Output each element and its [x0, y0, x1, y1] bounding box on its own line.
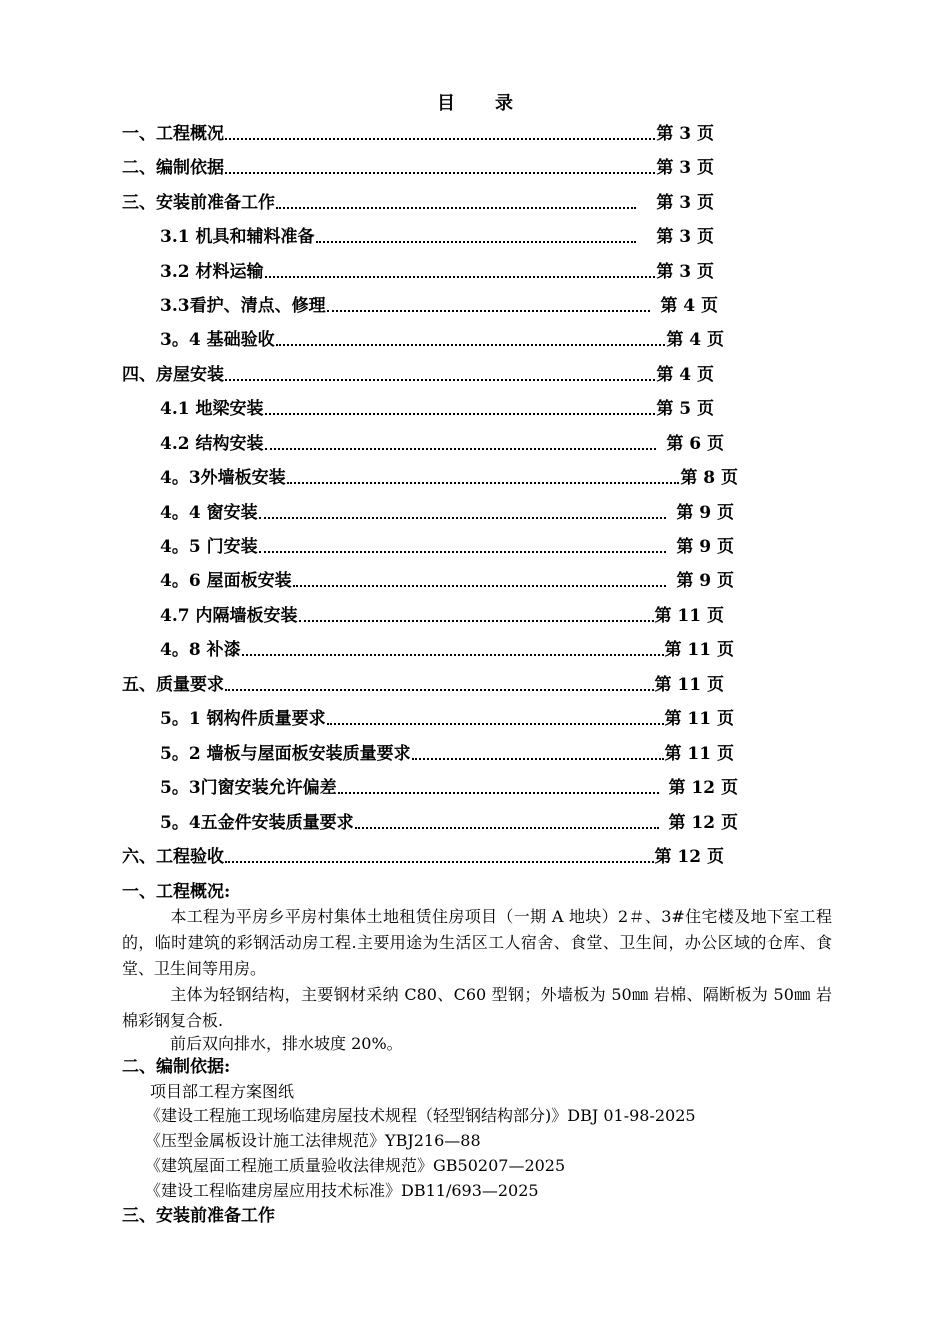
toc-entry-page: 第 9 页 — [676, 537, 734, 557]
reference-item: 《建筑屋面工程施工质量验收法律规范》GB50207—2025 — [145, 1156, 566, 1175]
toc-leader — [225, 158, 655, 174]
toc-title — [0, 89, 950, 115]
toc-entry[interactable] — [160, 431, 724, 457]
toc-entry[interactable] — [160, 500, 734, 526]
toc-entry-page: 第 5 页 — [656, 399, 714, 419]
toc-entry[interactable] — [122, 190, 714, 216]
toc-leader — [265, 262, 656, 278]
toc-entry-label: 3.1 机具和辅料准备 — [160, 227, 315, 247]
toc-entry-page: 第 3 页 — [656, 262, 714, 282]
body-paragraph — [122, 982, 832, 1034]
body-paragraph — [122, 1031, 832, 1057]
toc-entry[interactable] — [160, 775, 738, 801]
toc-entry[interactable] — [160, 293, 718, 319]
paragraph-text: 本工程为平房乡平房村集体土地租赁住房项目（一期 A 地块）2＃、3#住宅楼及地下室工程的，临时建筑的彩钢活动房工程.主要用途为生活区工人宿舍、食堂、卫生间，办公区域的仓库、食堂、卫生间等用房。 — [122, 907, 832, 978]
toc-leader — [265, 399, 656, 415]
toc-entry[interactable] — [160, 637, 734, 663]
toc-entry-page: 第 11 页 — [664, 640, 734, 660]
toc-entry-page: 第 3 页 — [656, 158, 714, 178]
reference-item: 项目部工程方案图纸 — [150, 1082, 295, 1101]
toc-entry-page: 第 12 页 — [654, 847, 724, 867]
toc-entry[interactable] — [160, 465, 738, 491]
toc-entry-label: 4.7 内隔墙板安装 — [160, 606, 298, 626]
toc-leader — [259, 503, 667, 519]
toc-entry[interactable] — [160, 706, 734, 732]
toc-entry[interactable] — [160, 259, 714, 285]
toc-leader — [316, 227, 637, 243]
toc-entry-page: 第 3 页 — [656, 227, 714, 247]
toc-entry-label: 六、工程验收 — [122, 847, 224, 867]
paragraph-text: 前后双向排水，排水坡度 20%。 — [170, 1034, 403, 1053]
toc-leader — [225, 124, 655, 140]
toc-entry[interactable] — [160, 810, 738, 836]
toc-entry[interactable] — [160, 396, 714, 422]
toc-entry-label: 四、房屋安装 — [122, 365, 224, 385]
toc-title-char-1: 目 — [437, 93, 455, 114]
toc-entry-page: 第 11 页 — [664, 709, 734, 729]
toc-entry-page: 第 11 页 — [654, 606, 724, 626]
toc-entry[interactable] — [122, 155, 714, 181]
toc-entry-page: 第 11 页 — [654, 675, 724, 695]
toc-entry-page: 第 4 页 — [666, 330, 724, 350]
toc-entry-label: 5。3门窗安装允许偏差 — [160, 778, 337, 798]
toc-entry[interactable] — [122, 362, 714, 388]
toc-leader — [242, 640, 664, 656]
toc-leader — [355, 813, 659, 829]
toc-leader — [327, 296, 651, 312]
toc-entry-label: 5。4五金件安装质量要求 — [160, 813, 354, 833]
toc-entry-label: 3.2 材料运输 — [160, 262, 264, 282]
toc-leader — [265, 434, 657, 450]
toc-title-char-2: 录 — [495, 93, 513, 114]
toc-entry-page: 第 3 页 — [656, 193, 714, 213]
toc-entry-page: 第 9 页 — [676, 571, 734, 591]
toc-leader — [225, 675, 654, 691]
reference-item: 《压型金属板设计施工法律规范》YBJ216—88 — [145, 1131, 481, 1150]
toc-entry-label: 4。4 窗安装 — [160, 503, 258, 523]
paragraph-text: 主体为轻钢结构，主要钢材采纳 C80、C60 型钢；外墙板为 50㎜ 岩棉、隔断板为 50㎜ 岩棉彩钢复合板. — [122, 985, 832, 1030]
toc-entry[interactable] — [160, 224, 714, 250]
toc-leader — [327, 709, 664, 725]
toc-entry[interactable] — [160, 603, 724, 629]
toc-entry[interactable] — [122, 844, 724, 870]
toc-leader — [293, 571, 667, 587]
toc-entry[interactable] — [160, 568, 734, 594]
toc-entry-label: 4。8 补漆 — [160, 640, 241, 660]
toc-leader — [276, 193, 636, 209]
toc-entry-label: 5。1 钢构件质量要求 — [160, 709, 326, 729]
body-paragraph — [122, 904, 832, 982]
toc-leader — [225, 365, 655, 381]
toc-leader — [225, 847, 654, 863]
toc-entry-label: 4。6 屋面板安装 — [160, 571, 292, 591]
toc-entry-label: 五、质量要求 — [122, 675, 224, 695]
toc-entry-label: 一、工程概况 — [122, 124, 224, 144]
toc-entry-label: 3.3看护、清点、修理 — [160, 296, 326, 316]
toc-entry[interactable] — [122, 672, 724, 698]
section-heading: 二、编制依据: — [122, 1057, 231, 1077]
toc-entry-label: 4。5 门安装 — [160, 537, 258, 557]
toc-leader — [276, 330, 666, 346]
toc-entry[interactable] — [160, 327, 724, 353]
section-heading: 一、工程概况: — [122, 882, 231, 902]
toc-entry[interactable] — [160, 741, 734, 767]
toc-entry-page: 第 4 页 — [660, 296, 718, 316]
toc-entry-label: 4。3外墙板安装 — [160, 468, 286, 488]
toc-entry-label: 三、安装前准备工作 — [122, 193, 275, 213]
toc-entry-label: 二、编制依据 — [122, 158, 224, 178]
reference-item: 《建设工程施工现场临建房屋技术规程（轻型钢结构部分)》DBJ 01-98-2025 — [145, 1106, 696, 1125]
toc-entry-page: 第 6 页 — [666, 434, 724, 454]
toc-leader — [299, 606, 654, 622]
toc-entry[interactable] — [122, 121, 714, 147]
toc-leader — [338, 778, 659, 794]
toc-entry-page: 第 9 页 — [676, 503, 734, 523]
toc-entry-label: 5。2 墙板与屋面板安装质量要求 — [160, 744, 411, 764]
toc-entry-page: 第 3 页 — [656, 124, 714, 144]
toc-entry-page: 第 11 页 — [664, 744, 734, 764]
toc-entry-page: 第 12 页 — [668, 813, 738, 833]
toc-entry[interactable] — [160, 534, 734, 560]
toc-entry-page: 第 12 页 — [668, 778, 738, 798]
toc-entry-page: 第 8 页 — [680, 468, 738, 488]
toc-leader — [412, 744, 664, 760]
section-heading: 三、安装前准备工作 — [122, 1206, 275, 1226]
toc-leader — [259, 537, 667, 553]
toc-entry-label: 3。4 基础验收 — [160, 330, 275, 350]
toc-entry-label: 4.2 结构安装 — [160, 434, 264, 454]
toc-leader — [287, 468, 680, 484]
toc-entry-page: 第 4 页 — [656, 365, 714, 385]
toc-entry-label: 4.1 地梁安装 — [160, 399, 264, 419]
reference-item: 《建设工程临建房屋应用技术标准》DB11/693—2025 — [145, 1181, 539, 1200]
